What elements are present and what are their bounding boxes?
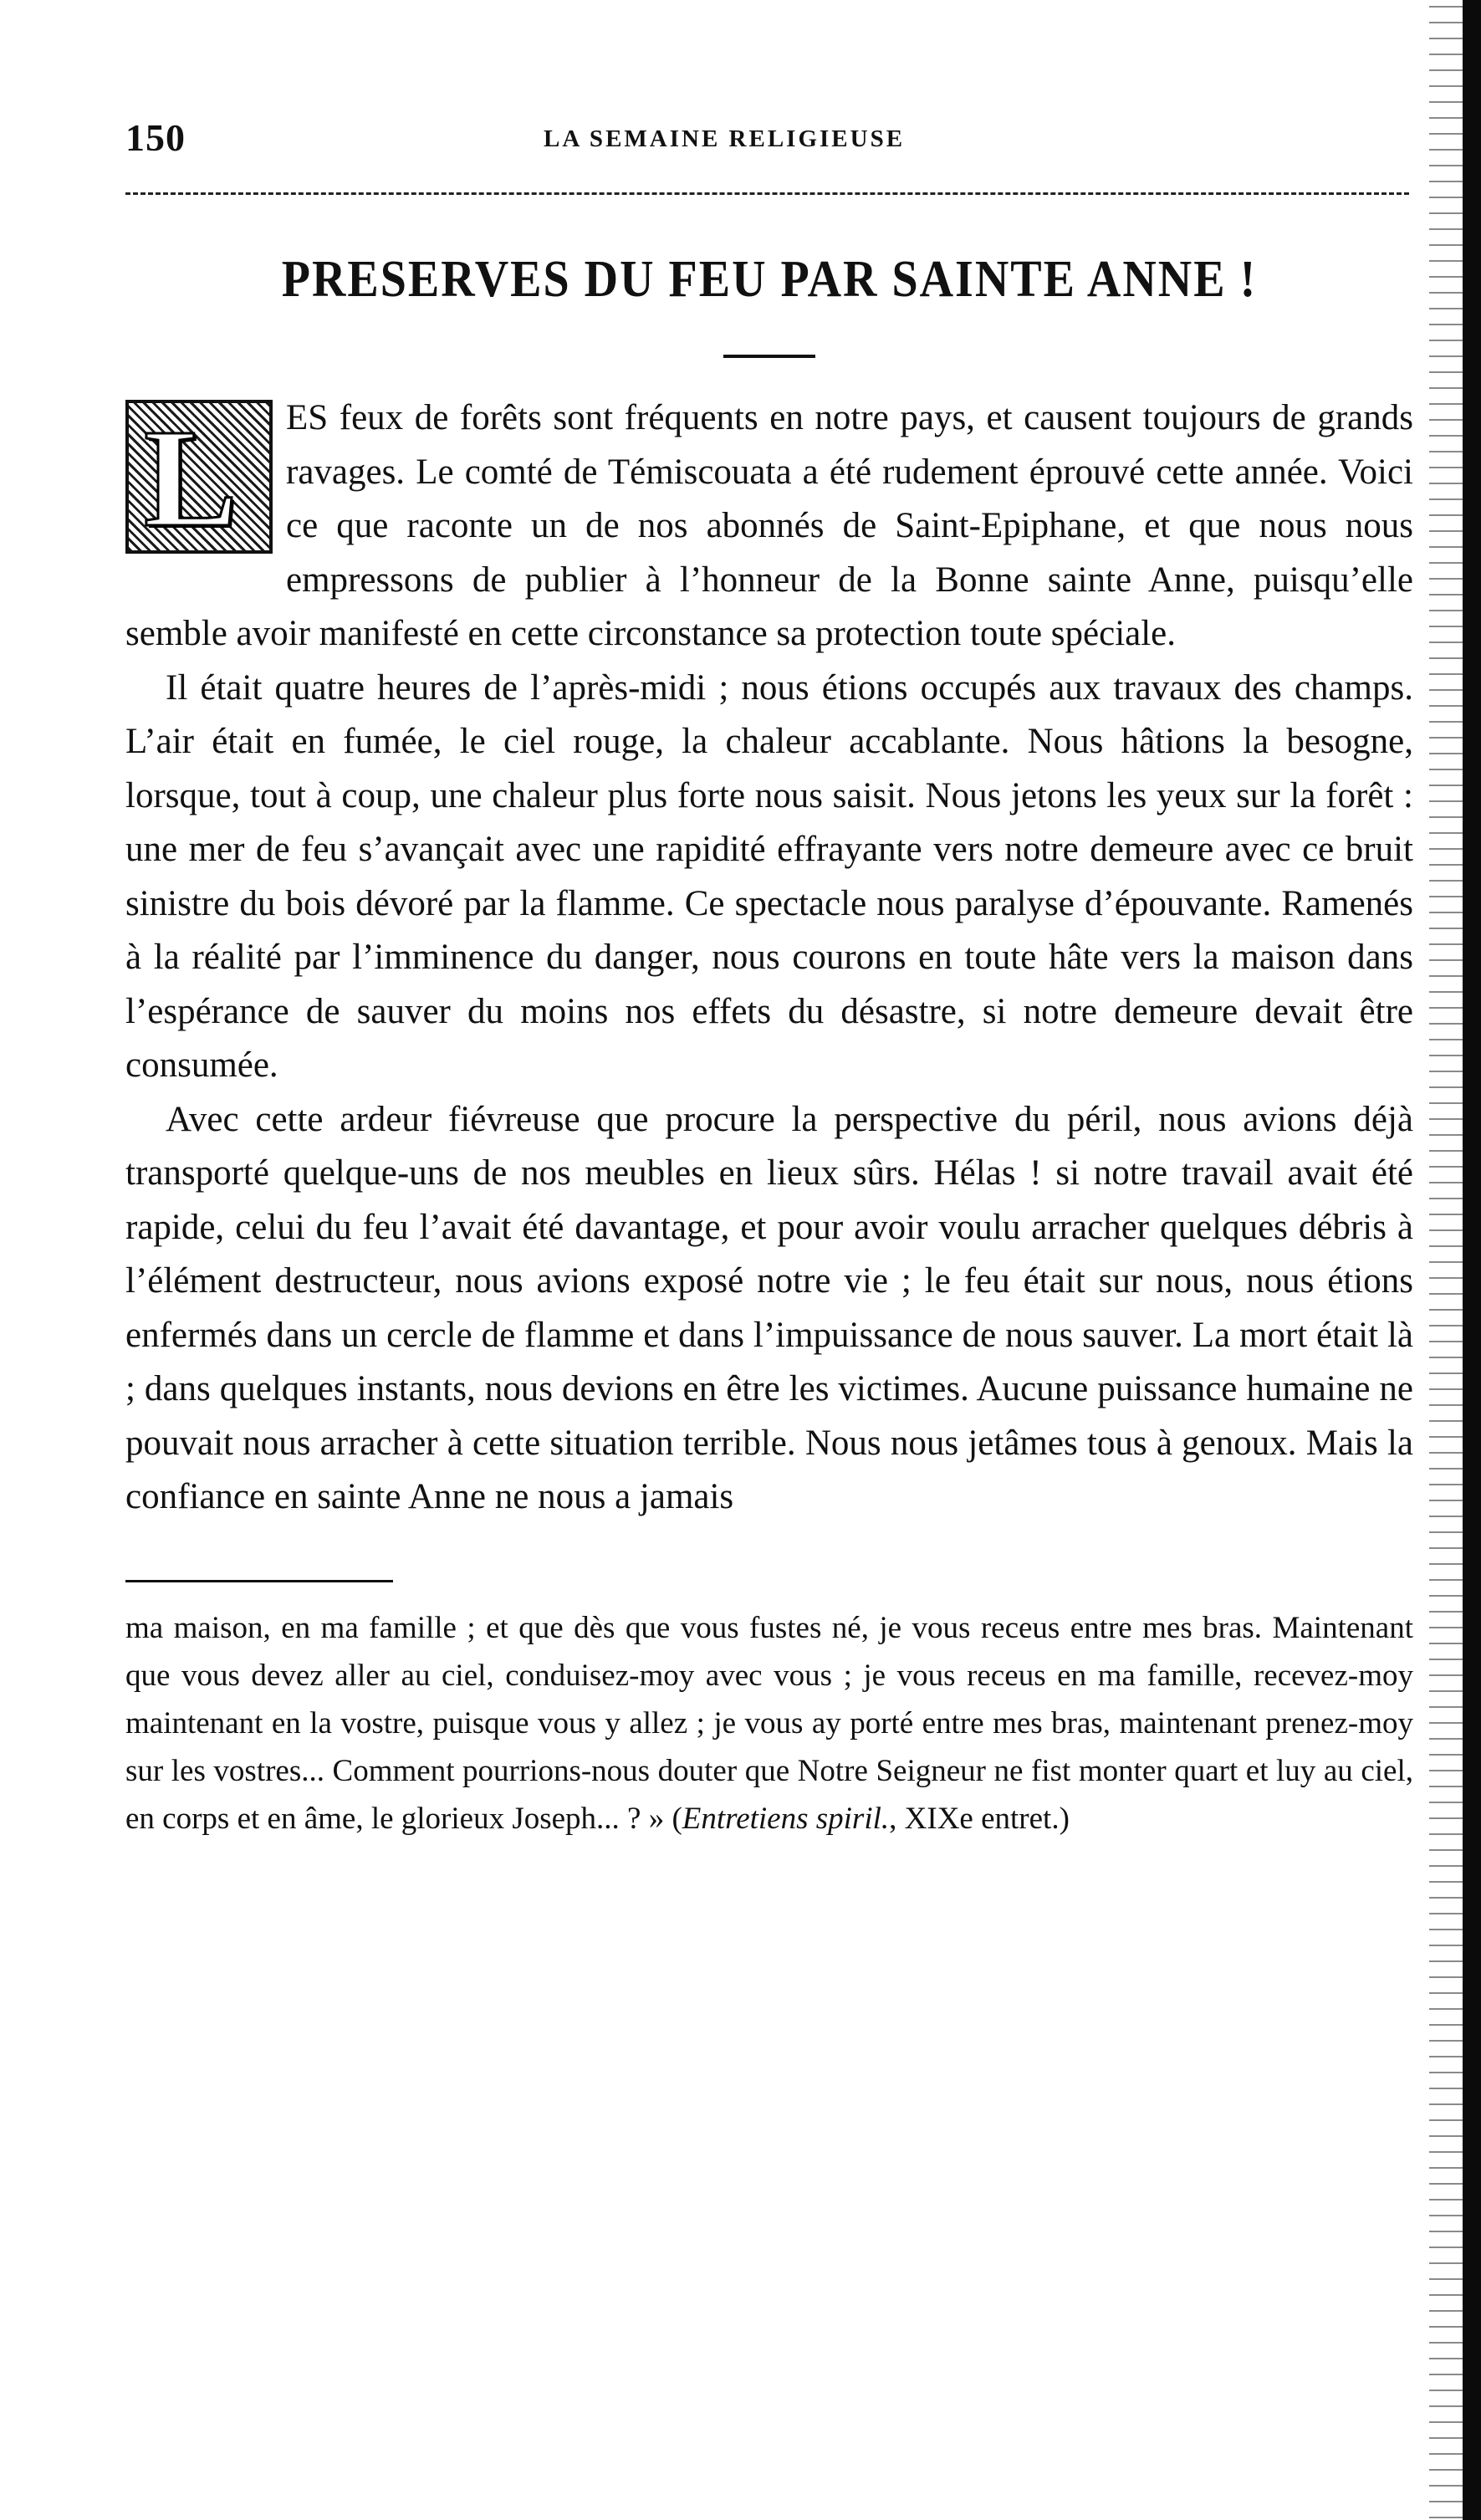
footnote-citation-work: Entretiens spiril. (682, 1801, 890, 1836)
running-head: LA SEMAINE RELIGIEUSE (544, 125, 906, 152)
footnote-rule (125, 1580, 393, 1582)
paragraph-3: Avec cette ardeur fiévreuse que procure la perspective du péril, nous avions déjà transporté quelque-uns de nos meubles en lieux sûrs. Hélas ! si notre travail avait été rapide, celui du feu l’avait été davantage, et pour avoir voulu arracher quelques débris à l’élément destructeur, nous avions exposé notre vie ; le feu était sur nous, nous étions enfermés dans un cercle de flamme et dans l’impuissance de nous sauver. La mort était là ; dans quelques instants, nous devions en être les victimes. Aucune puissance humaine ne pouvait nous arracher à cette situation terrible. Nous nous jetâmes tous à genoux. Mais la confiance en sainte Anne ne nous a jamais (125, 1099, 1413, 1516)
initial-letter: L (144, 401, 238, 556)
article-title: PRESERVES DU FEU PAR SAINTE ANNE ! (281, 250, 1258, 309)
footnote-text: ma maison, en ma famille ; et que dès que vous fustes né, je vous receus entre mes bras. Maintenant que vous devez aller au ciel, conduisez-moy avec vous ; je vous receus en ma famille, recevez-moy maintenant en la vostre, puisque vous y allez ; je vous ay porté entre mes bras, maintenant prenez-moy sur les vostres... Comment pourrions-nous douter que Notre Seigneur ne fist monter quart et luy au ciel, en corps et en âme, le glorieux Joseph... ? » (125, 1610, 1413, 1836)
ornamental-initial (125, 400, 273, 554)
title-rule (723, 355, 815, 358)
header-rule (125, 192, 1409, 195)
footnote-citation-open: ( (672, 1801, 682, 1836)
paragraph-2: Il était quatre heures de l’après-midi ; nous étions occupés aux travaux des champs. L’air était en fumée, le ciel rouge, la chaleur accablante. Nous hâtions la besogne, lorsque, tout à coup, une chaleur plus forte nous saisit. Nous jetons les yeux sur la forêt : une mer de feu s’avançait avec une rapidité effrayante vers notre demeure avec ce bruit sinistre du bois dévoré par la flamme. Ce spectacle nous paralyse d’épouvante. Ramenés à la réalité par l’imminence du danger, nous courons en toute hâte vers la maison dans l’espérance de sauver du moins nos effets du désastre, si notre demeure devait être consumée. (125, 667, 1413, 1085)
page-edge-shadow (1429, 0, 1463, 2520)
document-page (125, 100, 1413, 1843)
page-header (125, 100, 1413, 176)
paragraph-1: ES feux de forêts sont fréquents en notre pays, et causent toujours de grands ravages. Le comté de Témiscouata a été rudement éprouvé cette année. Voici ce que raconte un de nos abonnés de Saint-Epiphane, et que nous nous empressons de publier à l’honneur de la Bonne sainte Anne, puisqu’elle semble avoir manifesté en cette circonstance sa protection toute spéciale. (125, 398, 1413, 653)
footnote (125, 1604, 1413, 1843)
footnote-citation-rest: , XIXe entret.) (889, 1801, 1070, 1836)
scan-edge (1463, 0, 1481, 2520)
page-number: 150 (125, 116, 186, 159)
article-body (125, 391, 1413, 1525)
